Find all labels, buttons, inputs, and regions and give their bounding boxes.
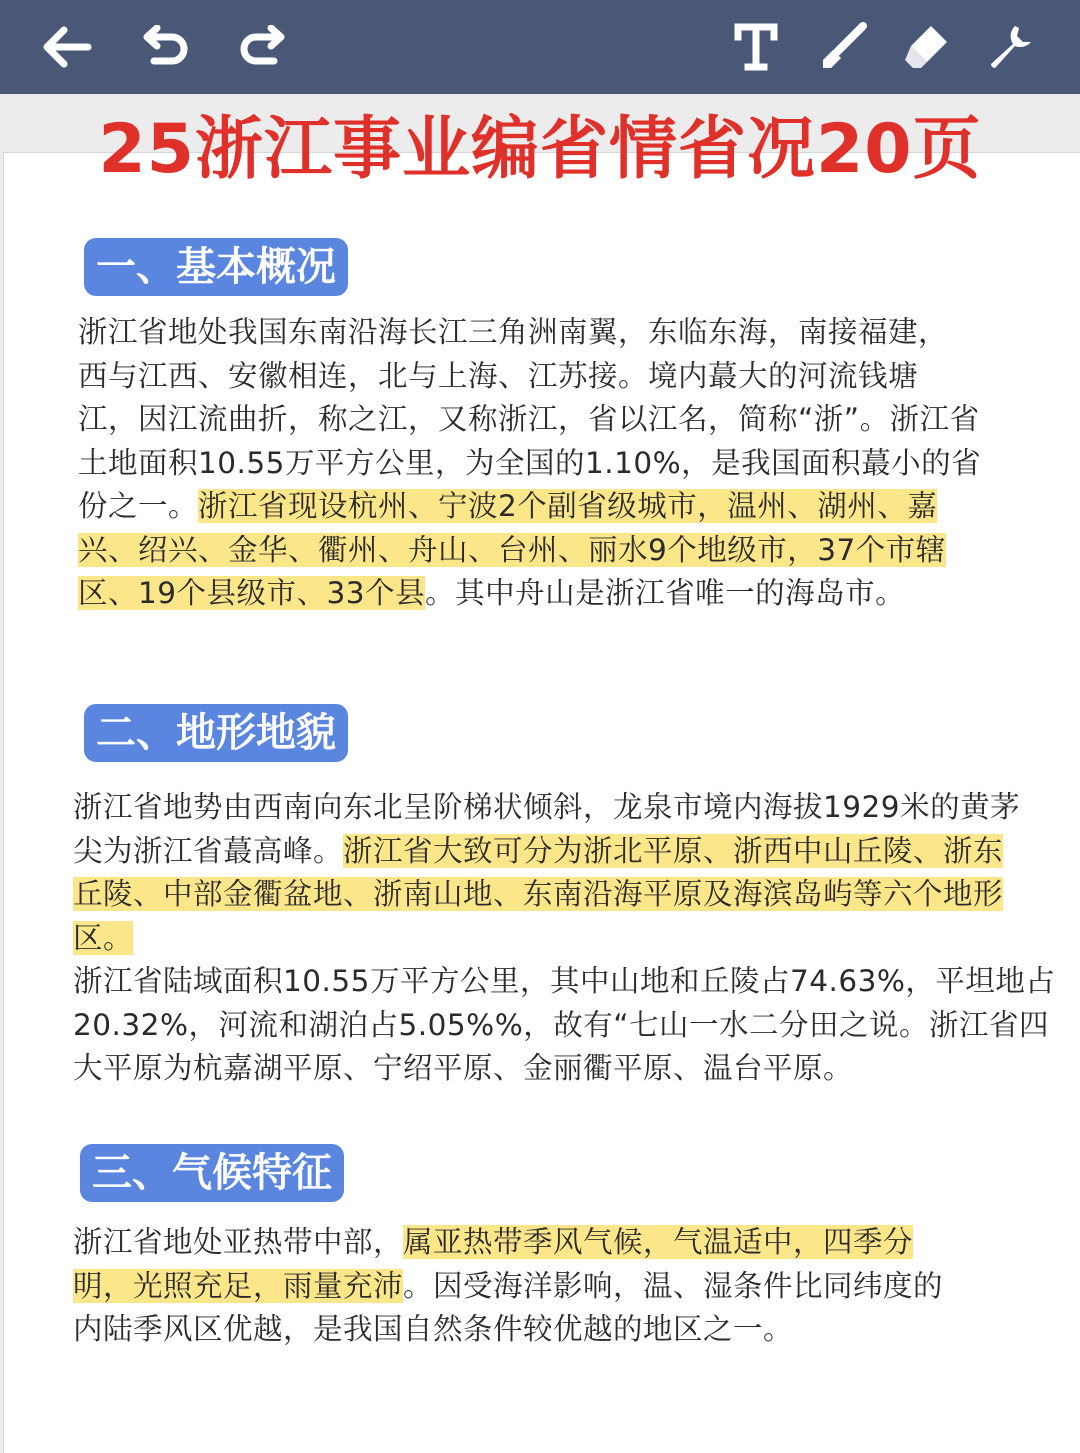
- back-button[interactable]: [26, 0, 106, 94]
- text-tool-button[interactable]: [716, 0, 796, 94]
- body-text: 份之一。: [78, 489, 199, 523]
- highlighted-text: 兴、绍兴、金华、衢州、舟山、台州、丽水9个地级市，37个市辖: [78, 532, 946, 567]
- section-body-basic: [78, 311, 1018, 616]
- redo-button[interactable]: [222, 0, 302, 94]
- pen-tool-button[interactable]: [804, 0, 884, 94]
- section-heading-climate: 三、气候特征: [80, 1144, 344, 1202]
- body-text: 尖为浙江省蕞高峰。: [73, 833, 344, 868]
- text-line: [73, 1308, 1023, 1352]
- pen-icon: [819, 22, 869, 72]
- text-line: [78, 398, 1018, 442]
- section-body-climate: [73, 1221, 1023, 1352]
- text-line: [73, 830, 1023, 874]
- body-text: 浙江省地势由西南向东北呈阶梯状倾斜，龙泉市境内海拔1929米的黄茅: [73, 790, 1021, 824]
- highlighted-text: 区、19个县级市、33个县: [78, 576, 426, 610]
- settings-tool-button[interactable]: [970, 0, 1050, 94]
- body-text: 土地面积10.55万平方公里，为全国的1.10%，是我国面积蕞小的省: [78, 445, 982, 480]
- section-heading-basic: 一、基本概况: [84, 238, 348, 296]
- text-line: [73, 873, 1023, 917]
- body-text: 。因受海洋影响，温、湿条件比同纬度的: [403, 1268, 944, 1303]
- text-line: [78, 355, 1018, 399]
- text-line: [73, 917, 1023, 961]
- body-text: 。其中舟山是浙江省唯一的海岛市。: [425, 576, 906, 610]
- undo-icon: [140, 25, 192, 69]
- annotation-toolbar: [0, 0, 1080, 94]
- arrow-left-icon: [40, 25, 92, 69]
- body-text: 浙江省陆域面积10.55万平方公里，其中山地和丘陵占74.63%，平坦地占: [73, 964, 1056, 998]
- text-line: [73, 1221, 1023, 1265]
- text-line: [78, 311, 1018, 355]
- highlighted-text: 区。: [73, 920, 134, 955]
- text-line: [73, 786, 1023, 830]
- text-line: [73, 1265, 1023, 1309]
- document-title: 25浙江事业编省情省况20页: [98, 110, 982, 189]
- text-line: [78, 529, 1018, 573]
- body-text: 西与江西、安徽相连，北与上海、江苏接。境内蕞大的河流钱塘: [78, 358, 919, 393]
- section-heading-terrain: 二、地形地貌: [84, 704, 348, 762]
- undo-button[interactable]: [126, 0, 206, 94]
- highlighted-text: 属亚热带季风气候，气温适中，四季分: [403, 1225, 914, 1259]
- highlighted-text: 浙江省大致可分为浙北平原、浙西中山丘陵、浙东: [343, 833, 1004, 868]
- text-line: [73, 960, 1056, 1004]
- text-line: [78, 442, 1018, 486]
- redo-icon: [236, 25, 288, 69]
- body-text: 江，因江流曲折，称之江，又称浙江，省以江名，简称“浙”。浙江省: [78, 402, 980, 436]
- body-text: 内陆季风区优越，是我国自然条件较优越的地区之一。: [73, 1312, 794, 1346]
- highlighted-text: 浙江省现设杭州、宁波2个副省级城市，温州、湖州、嘉: [198, 489, 938, 523]
- highlighted-text: 明，光照充足，雨量充沛: [73, 1268, 404, 1303]
- text-line: [73, 1047, 1023, 1091]
- wrench-icon: [985, 22, 1035, 72]
- text-line: [78, 485, 1018, 529]
- text-line: [73, 1004, 1050, 1048]
- text-tool-icon: [734, 23, 778, 71]
- eraser-icon: [901, 22, 951, 72]
- body-text: 浙江省地处亚热带中部，: [73, 1225, 404, 1259]
- highlighted-text: 丘陵、中部金衢盆地、浙南山地、东南沿海平原及海滨岛屿等六个地形: [73, 877, 1004, 911]
- text-line: [78, 572, 1018, 616]
- body-text: 大平原为杭嘉湖平原、宁绍平原、金丽衢平原、温台平原。: [73, 1051, 854, 1085]
- section-body-terrain: [73, 786, 1056, 1091]
- body-text: 20.32%，河流和湖泊占5.05%%，故有“七山一水二分田之说。浙江省四: [73, 1007, 1050, 1042]
- eraser-tool-button[interactable]: [886, 0, 966, 94]
- body-text: 浙江省地处我国东南沿海长江三角洲南翼，东临东海，南接福建，: [78, 315, 949, 349]
